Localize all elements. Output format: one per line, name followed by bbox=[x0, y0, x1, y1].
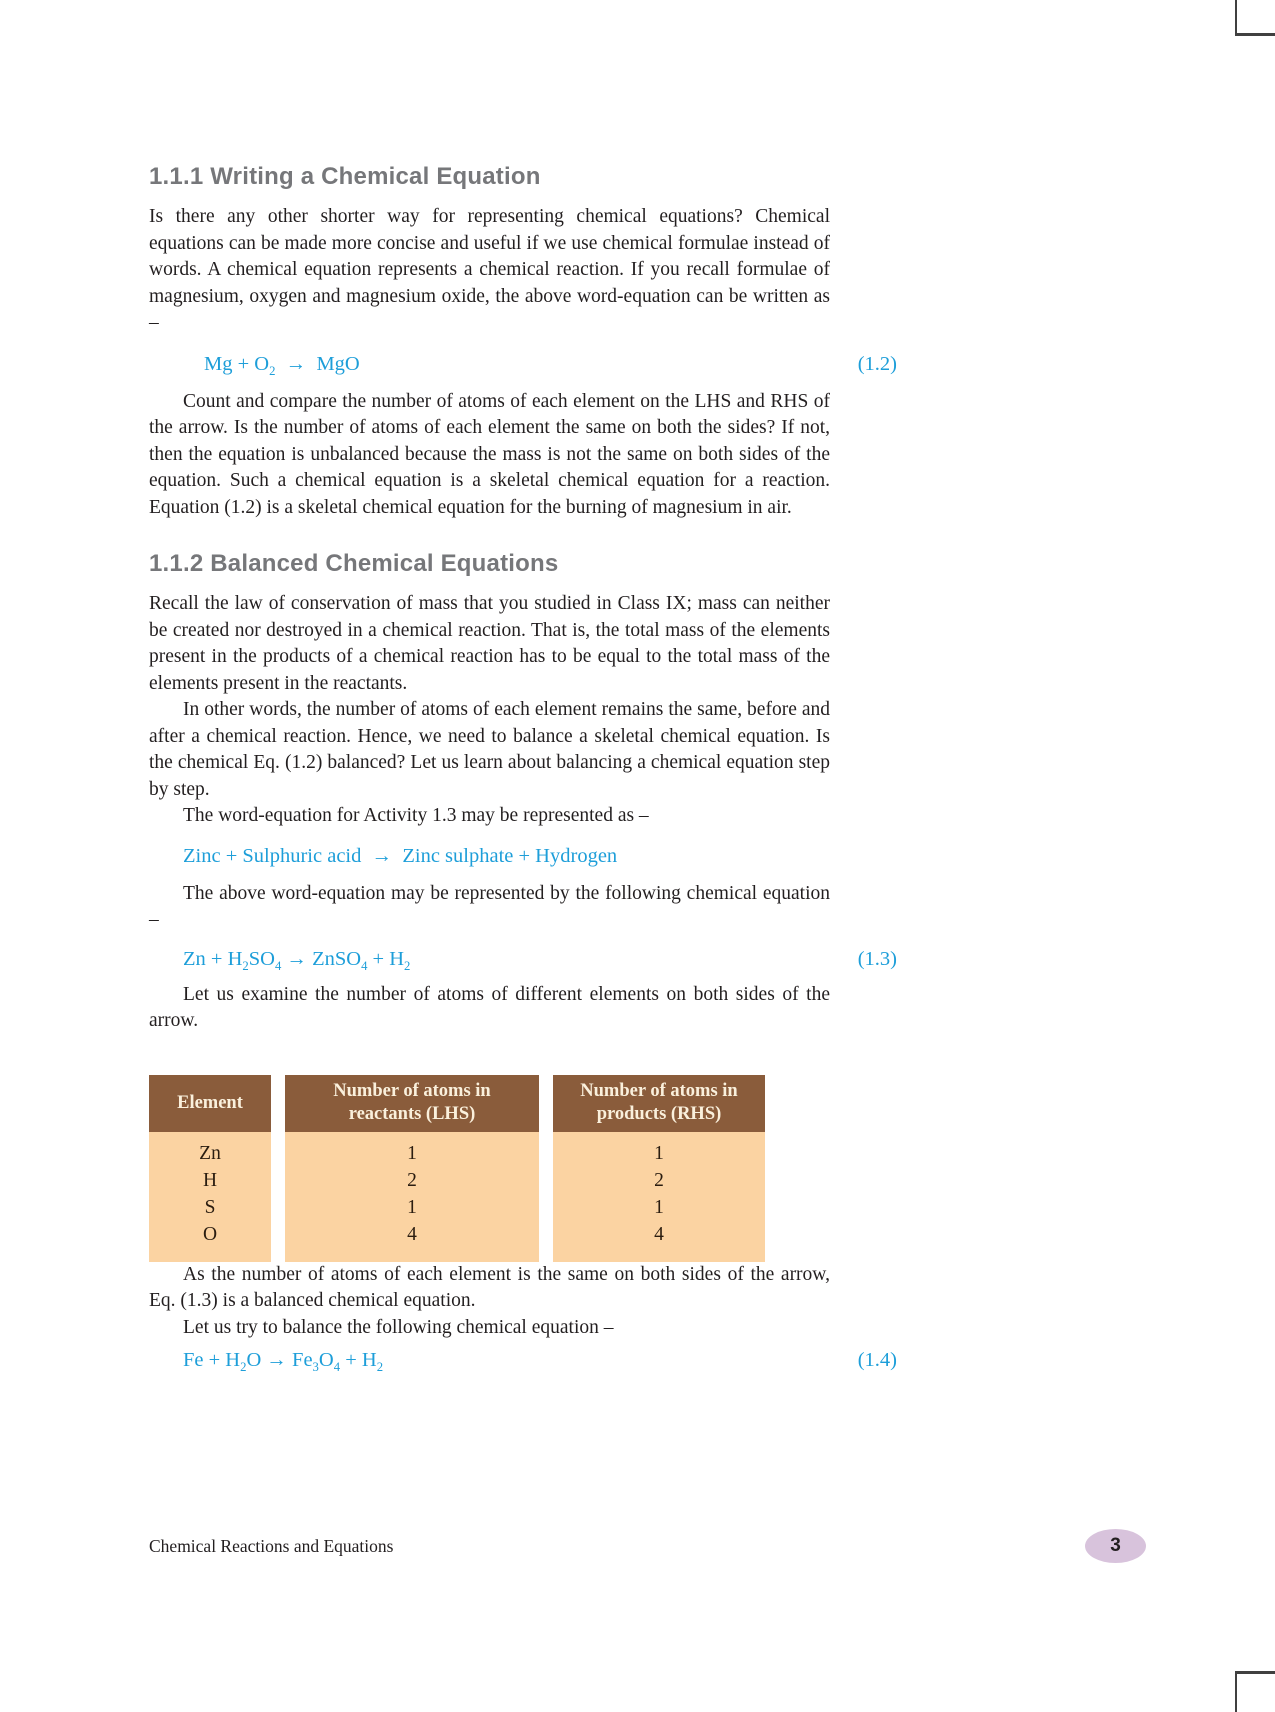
table-cell: 2 bbox=[407, 1169, 417, 1191]
table-cell: Zn bbox=[199, 1142, 221, 1164]
paragraph-above-word-equation: The above word-equation may be represented by the following chemical equation – bbox=[149, 882, 830, 930]
word-equation-text: Zinc + Sulphuric acid → Zinc sulphate + Hydrogen bbox=[183, 844, 618, 867]
page-number-badge: 3 bbox=[1085, 1529, 1146, 1563]
table-body-products bbox=[553, 1132, 765, 1262]
paragraph-balanced-conclusion: As the number of atoms of each element is the same on both sides of the arrow, Eq. (1.3) is a balanced chemical equation. bbox=[149, 1263, 830, 1311]
table-cell: 1 bbox=[654, 1196, 664, 1218]
table-cell: 4 bbox=[407, 1223, 417, 1245]
equation-1-4-label: (1.4) bbox=[857, 1349, 897, 1371]
table-header-reactants: Number of atoms in reactants (LHS) bbox=[285, 1075, 539, 1132]
paragraph-intro: Is there any other shorter way for representing chemical equations? Chemical equations can be made more concise and useful if we use chemical formulae instead of words. A chemical equation represents a chemical reaction. If you recall formulae of magnesium, oxygen and magnesium oxide, the above word-equation can be written as – bbox=[149, 206, 830, 333]
equation-1-4 bbox=[149, 1345, 897, 1375]
atoms-table-column-reactants bbox=[285, 1075, 539, 1262]
equation-1-3-label: (1.3) bbox=[857, 947, 897, 970]
table-cell: S bbox=[204, 1196, 216, 1218]
facing-page-corner-rule-top bbox=[1235, 0, 1275, 36]
word-equation bbox=[149, 841, 897, 871]
equation-1-2 bbox=[149, 349, 897, 379]
table-cell: 1 bbox=[407, 1196, 417, 1218]
equation-1-3 bbox=[149, 944, 897, 974]
atoms-table-column-products bbox=[553, 1075, 765, 1262]
table-cell: 1 bbox=[654, 1142, 664, 1164]
table-cell: 1 bbox=[407, 1142, 417, 1164]
page-content bbox=[149, 163, 897, 1375]
paragraph-conservation: Recall the law of conservation of mass that you studied in Class IX; mass can neither be created nor destroyed in a chemical reaction. That is, the total mass of the elements present in the products of a chemical reaction has to be equal to the total mass of the elements present in the reactants. bbox=[149, 593, 830, 694]
equation-1-2-formula: $Mg + O_2$ → MgO bbox=[204, 352, 360, 378]
table-cell: O bbox=[202, 1223, 218, 1245]
table-header-products: Number of atoms in products (RHS) bbox=[553, 1075, 765, 1132]
paragraph-count-compare: Count and compare the number of atoms of each element on the LHS and RHS of the arrow. Is the number of atoms of each element the same on both the sides? If not, then the equation is unbalanced because the mass is not the same on both sides of the equation. Such a chemical equation is a skeletal chemical equation for a reaction. Equation (1.2) is a skeletal chemical equation for the burning of magnesium in air. bbox=[149, 390, 830, 518]
paragraph-in-other-words: In other words, the number of atoms of each element remains the same, before and after a chemical reaction. Hence, we need to balance a skeletal chemical equation. Is the chemical Eq. (1.2) balanced? Let us learn about balancing a chemical equation step by step. bbox=[149, 699, 830, 800]
table-cell: 4 bbox=[654, 1223, 664, 1245]
equation-1-4-formula: $Fe + H_2O \to Fe_3O_4 + H_2$ bbox=[183, 1349, 384, 1375]
footer-chapter-title: Chemical Reactions and Equations bbox=[149, 1536, 394, 1556]
section-heading-1-1-1: 1.1.1 Writing a Chemical Equation bbox=[149, 163, 541, 190]
paragraph-let-us-try: Let us try to balance the following chemical equation – bbox=[183, 1316, 614, 1338]
table-cell: 2 bbox=[654, 1169, 664, 1191]
table-header-element: Element bbox=[149, 1075, 271, 1132]
table-body-reactants bbox=[285, 1132, 539, 1262]
atoms-table bbox=[149, 1075, 830, 1262]
section-heading-1-1-2: 1.1.2 Balanced Chemical Equations bbox=[149, 550, 559, 577]
facing-page-corner-rule-bottom bbox=[1235, 1671, 1275, 1712]
table-cell: H bbox=[202, 1169, 218, 1191]
equation-1-2-label: (1.2) bbox=[857, 352, 897, 375]
atoms-table-column-element bbox=[149, 1075, 271, 1262]
table-body-element bbox=[149, 1132, 271, 1262]
paragraph-examine-atoms: Let us examine the number of atoms of different elements on both sides of the arrow. bbox=[149, 983, 830, 1031]
equation-1-3-formula: $Zn + H_2SO_4$ → ZnSO$_4$ + $H_2$ bbox=[183, 947, 411, 973]
paragraph-word-equation-intro: The word-equation for Activity 1.3 may be represented as – bbox=[183, 805, 649, 826]
